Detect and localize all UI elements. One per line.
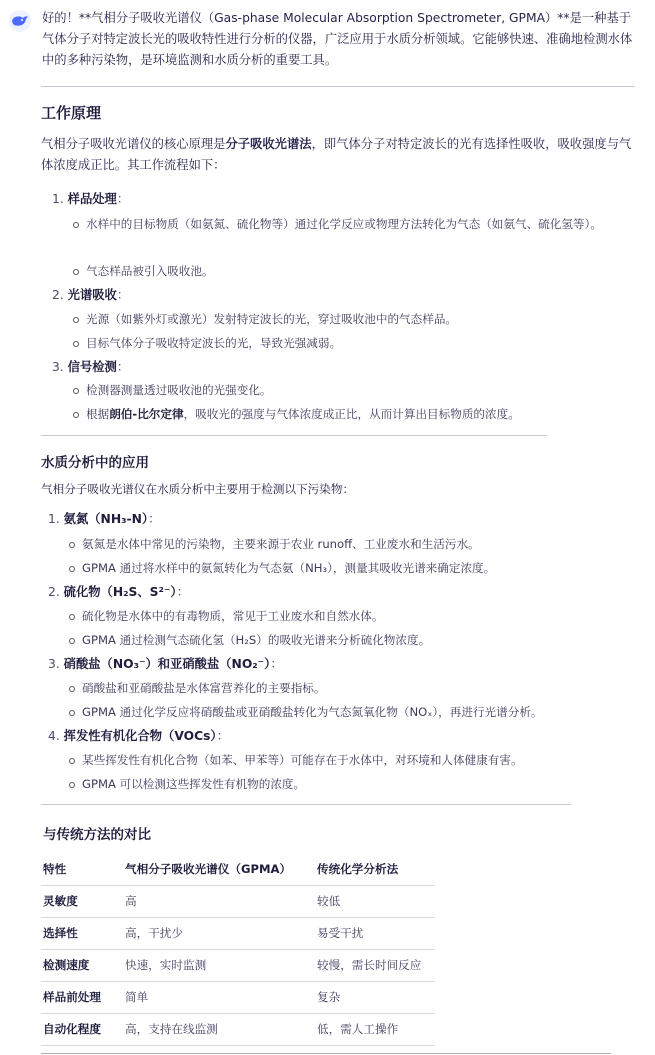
- table-row: [41, 917, 435, 949]
- table-header-row: [41, 853, 435, 885]
- pollutant-bullet: 氨氮是水体中常见的污染物，主要来源于农业 runoff、工业废水和生活污水。: [82, 534, 480, 554]
- pollutant-bullet: 硫化物是水体中的有毒物质，常见于工业废水和自然水体。: [82, 606, 383, 626]
- table-cell: 较慢，需长时间反应: [315, 949, 435, 981]
- pollutant-bullet: GPMA 可以检测这些挥发性有机物的浓度。: [82, 774, 305, 794]
- pollutant-bullet: GPMA 通过检测气态硫化氢（H₂S）的吸收光谱来分析硫化物浓度。: [82, 630, 430, 650]
- pollutant-bullet: 硝酸盐和亚硝酸盐是水体富营养化的主要指标。: [82, 678, 325, 698]
- table-header: 传统化学分析法: [315, 853, 435, 885]
- section-heading-principle: 工作原理: [41, 104, 102, 122]
- step-2-bullet: 光源（如紫外灯或激光）发射特定波长的光，穿过吸收池中的气态样品。: [86, 309, 457, 329]
- divider: [41, 435, 547, 436]
- section-heading-application: 水质分析中的应用: [41, 455, 149, 471]
- step-1-bullet: 水样中的目标物质（如氨氮、硫化物等）通过化学反应或物理方法转化为气态（如氨气、硫化氢等）。: [86, 214, 626, 234]
- step-1-bullet: 气态样品被引入吸收池。: [86, 261, 214, 281]
- table-cell: 低，需人工操作: [315, 1013, 435, 1045]
- table-cell: 灵敏度: [41, 885, 123, 917]
- table-cell: 高，支持在线监测: [123, 1013, 315, 1045]
- pollutant-ammonia: 1. 氨氮（NH₃-N）：: [48, 512, 161, 526]
- pollutant-bullet: GPMA 通过化学反应将硝酸盐或亚硝酸盐转化为气态氮氧化物（NOₓ），再进行光谱分析。: [82, 702, 543, 722]
- divider: [41, 86, 635, 87]
- table-row: [41, 949, 435, 981]
- table-cell: 简单: [123, 981, 315, 1013]
- divider: [41, 1053, 611, 1054]
- assistant-avatar: [9, 10, 31, 32]
- step-3: 3. 信号检测：: [52, 360, 130, 374]
- step-2-bullet: 目标气体分子吸收特定波长的光，导致光强减弱。: [86, 333, 341, 353]
- step-3-bullet: 根据朗伯-比尔定律，吸收光的强度与气体浓度成正比，从而计算出目标物质的浓度。: [86, 404, 520, 424]
- step-2: 2. 光谱吸收：: [52, 288, 130, 302]
- table-row: [41, 885, 435, 917]
- step-3-bullet: 检测器测量透过吸收池的光强变化。: [86, 380, 272, 400]
- table-header: 特性: [41, 853, 123, 885]
- step-1: 1. 样品处理：: [52, 192, 130, 206]
- table-cell: 较低: [315, 885, 435, 917]
- table-cell: 高: [123, 885, 315, 917]
- section-heading-comparison: 与传统方法的对比: [43, 827, 151, 843]
- pollutant-nitrate: 3. 硝酸盐（NO₃⁻）和亚硝酸盐（NO₂⁻）：: [48, 657, 283, 671]
- table-cell: 复杂: [315, 981, 435, 1013]
- pollutant-bullet: 某些挥发性有机化合物（如苯、甲苯等）可能存在于水体中，对环境和人体健康有害。: [82, 750, 523, 770]
- table-header: 气相分子吸收光谱仪（GPMA）: [123, 853, 315, 885]
- table-cell: 选择性: [41, 917, 123, 949]
- pollutant-vocs: 4. 挥发性有机化合物（VOCs）：: [48, 729, 229, 743]
- table-cell: 检测速度: [41, 949, 123, 981]
- table-cell: 样品前处理: [41, 981, 123, 1013]
- intro-paragraph: 好的！**气相分子吸收光谱仪（Gas-phase Molecular Absorption Spectrometer, GPMA）**是一种基于气体分子对特定波长光的吸收特性进行分析的仪器，广泛应用于水质分析领域。它能够快速、准确地检测水体中的多种污染物，是环境监测和水质分析的重要工具。: [42, 11, 633, 67]
- table-cell: 高，干扰少: [123, 917, 315, 949]
- pollutant-sulfide: 2. 硫化物（H₂S、S²⁻）：: [48, 585, 189, 599]
- pollutant-bullet: GPMA 通过将水样中的氨氮转化为气态氨（NH₃），测量其吸收光谱来确定浓度。: [82, 558, 495, 578]
- application-lead: 气相分子吸收光谱仪在水质分析中主要用于检测以下污染物：: [41, 482, 355, 496]
- table-cell: 快速，实时监测: [123, 949, 315, 981]
- comparison-table: [41, 853, 435, 1046]
- table-cell: 自动化程度: [41, 1013, 123, 1045]
- principle-paragraph: 气相分子吸收光谱仪的核心原理是分子吸收光谱法，即气体分子对特定波长的光有选择性吸收，吸收强度与气体浓度成正比。其工作流程如下：: [41, 137, 632, 172]
- divider: [41, 804, 571, 805]
- whale-logo-icon: [11, 14, 29, 28]
- table-row: [41, 981, 435, 1013]
- table-cell: 易受干扰: [315, 917, 435, 949]
- table-row: [41, 1013, 435, 1045]
